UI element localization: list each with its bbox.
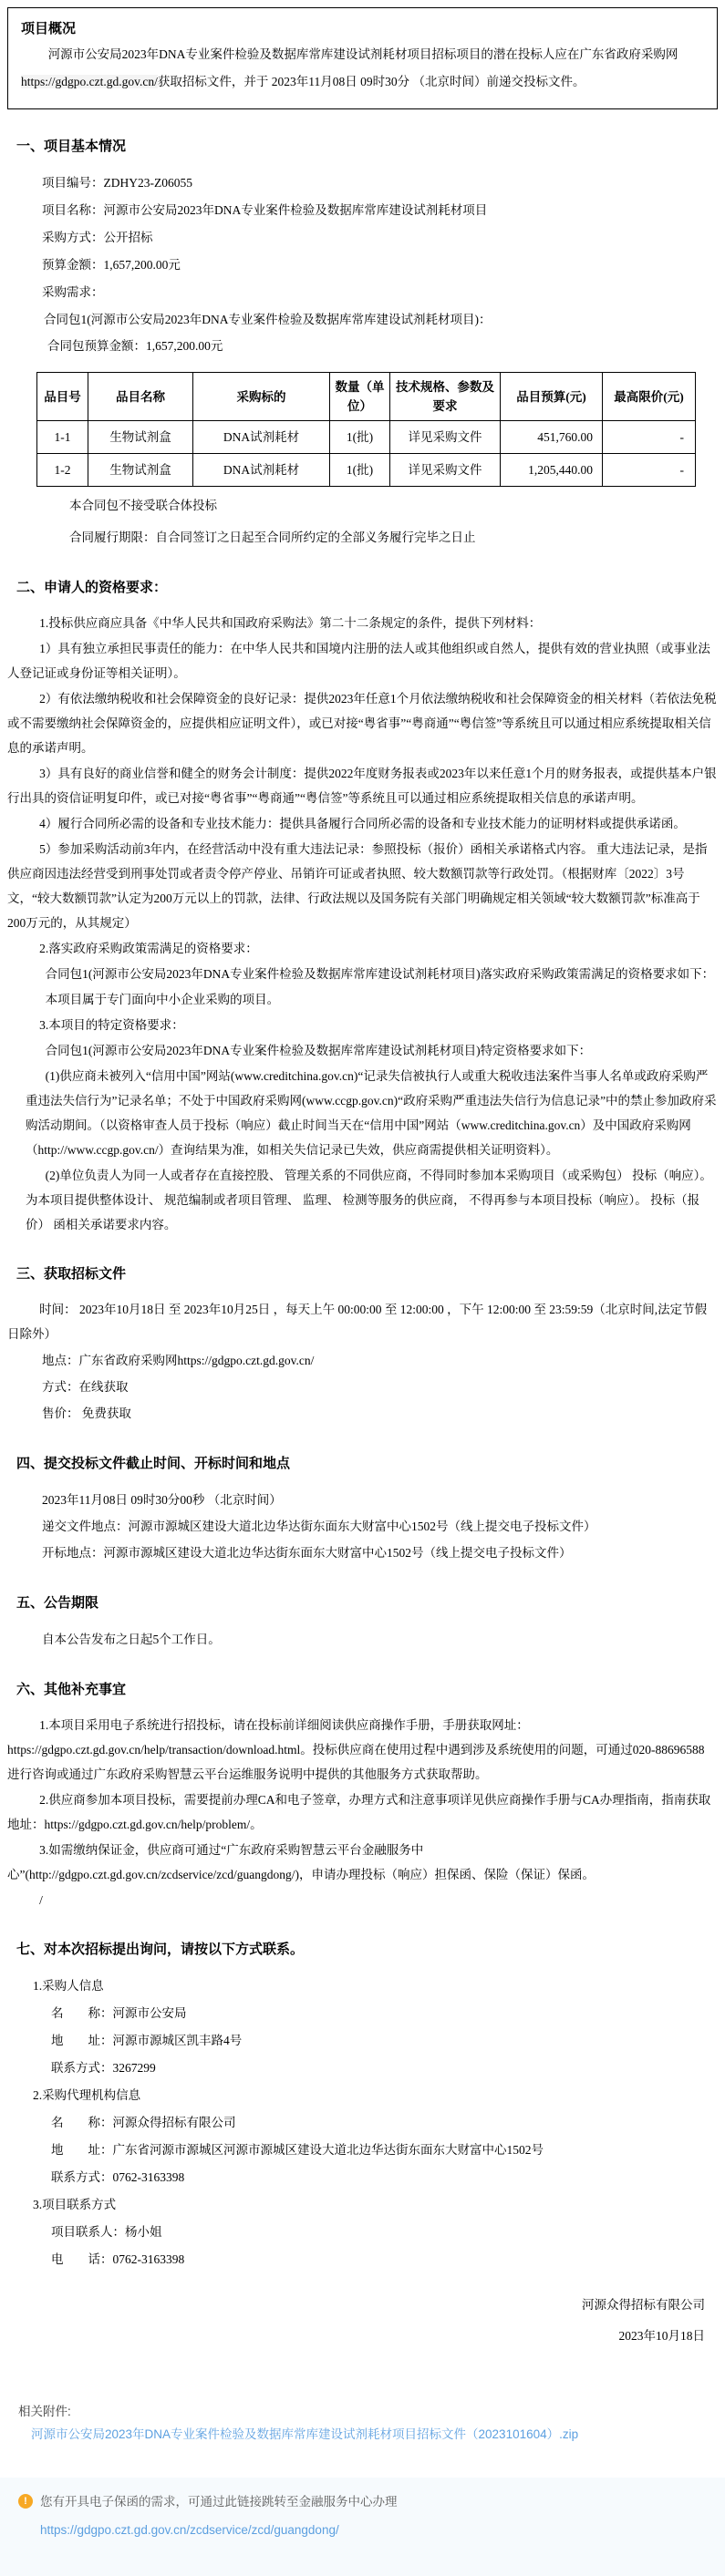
qualification-p2: 1）具有独立承担民事责任的能力：在中华人民共和国境内注册的法人或其他组织或自然人，提供有效的营业执照（或事业法人登记证或身份证等相关证明）。 bbox=[7, 642, 710, 680]
cell-item-no: 1-1 bbox=[37, 421, 88, 454]
qualification-p6: 5）参加采购活动前3年内，在经营活动中没有重大违法记录：参照投标（报价）函相关承诺格式内容。 重大违法记录，是指供应商因违法经营受到刑事处罚或者责令停产停业、吊销许可证或者执照、较大数额罚款等行政处罚。（根据财库〔2022〕3号文，“较大数额罚款”认定为200万元以上的罚款，法律、行政法规以及国务院有关部门明确规定相关领域“较大数额罚款”标准高于200万元的，从其规定） bbox=[7, 842, 708, 930]
cell-quantity: 1(批) bbox=[330, 421, 390, 454]
section6-heading: 六、其他补充事宜 bbox=[16, 1683, 127, 1697]
announcement-period-line: 自本公告发布之日起5个工作日。 bbox=[42, 1633, 221, 1646]
project-overview-box bbox=[7, 7, 718, 109]
policy-requirement-p1: 合同包1(河源市公安局2023年DNA专业案件检验及数据库常库建设试剂耗材项目)落实政府采购政策需满足的资格要求如下： bbox=[45, 967, 715, 981]
cell-item-no: 1-2 bbox=[37, 454, 88, 487]
overview-text-1: 河源市公安局2023年DNA专业案件检验及数据库常库建设试剂耗材项目招标项目的潜在投标人应在广东省政府采购网 bbox=[47, 47, 678, 61]
section5-heading: 五、公告期限 bbox=[16, 1596, 99, 1611]
agency-contact-line: 联系方式：0762-3163398 bbox=[51, 2170, 185, 2184]
contract-package-budget: 合同包预算金额：1,657,200.00元 bbox=[47, 339, 223, 353]
specific-requirement-p2: (1)供应商未被列入“信用中国”网站(www.creditchina.gov.cn)“记录失信被执行人或重大税收违法案件当事人名单或政府采购严重违法失信行为”记录名单；不处于中国政府采购网(www.ccgp.gov.cn)“政府采购严重违法失信行为信息记录”中的禁止参加政府采购活动期间。（以资格审查人员于投标（响应）截止时间当天在“信用中国”网站（www.creditchina.gov.cn）及中国政府采购网（http://www.ccgp.gov.cn/）查询结果为准，如相关失信记录已失效，供应商需提供相关证明资料）。 bbox=[26, 1069, 717, 1157]
cell-spec: 详见采购文件 bbox=[390, 454, 501, 487]
supplement-p3: 3.如需缴纳保证金，供应商可通过“广东政府采购智慧云平台金融服务中心”(http://gdgpo.czt.gd.gov.cn/zcdservice/zcd/guangdong/)，申请办理投标（响应）担保函、保险（保证）保函。 bbox=[7, 1843, 596, 1881]
items-table bbox=[36, 372, 696, 487]
cell-item-budget: 451,760.00 bbox=[501, 421, 603, 454]
col-item-budget: 品目预算(元) bbox=[501, 373, 603, 421]
items-table-header-row bbox=[37, 373, 696, 421]
cell-target: DNA试剂耗材 bbox=[193, 454, 330, 487]
section2-heading: 二、申请人的资格要求： bbox=[16, 581, 168, 595]
col-spec: 技术规格、参数及要求 bbox=[390, 373, 501, 421]
specific-requirement-p3: (2)单位负责人为同一人或者存在直接控股、 管理关系的不同供应商，不得同时参加本采购项目（或采购包） 投标（响应）。 为本项目提供整体设计、 规范编制或者项目管理、 监理、 检测等服务的供应商， 不得再参与本项目投标（响应）。 投标（报价） 函相关承诺要求内容。 bbox=[26, 1169, 712, 1231]
col-target: 采购标的 bbox=[193, 373, 330, 421]
buyer-contact-line: 联系方式：3267299 bbox=[51, 2061, 156, 2075]
cell-target: DNA试剂耗材 bbox=[193, 421, 330, 454]
table-row-2 bbox=[37, 454, 696, 487]
qualification-p1: 1.投标供应商应具备《中华人民共和国政府采购法》第二十二条规定的条件，提供下列材料： bbox=[39, 616, 542, 630]
cell-price-cap: - bbox=[603, 454, 696, 487]
policy-requirement-p2: 本项目属于专门面向中小企业采购的项目。 bbox=[45, 993, 280, 1006]
section4-heading: 四、提交投标文件截止时间、开标时间和地点 bbox=[16, 1457, 291, 1471]
supplement-p2: 2.供应商参加本项目投标，需要提前办理CA和电子签章，办理方式和注意事项详见供应商操作手册与CA办理指南，指南获取地址：https://gdgpo.czt.gd.gov.cn/help/problem/。 bbox=[7, 1793, 711, 1831]
cell-spec: 详见采购文件 bbox=[390, 421, 501, 454]
procurement-method-line: 采购方式：公开招标 bbox=[42, 231, 153, 244]
signature-company: 河源众得招标有限公司 bbox=[582, 2298, 705, 2312]
open-place-line: 开标地点：河源市源城区建设大道北边华达街东面东大财富中心1502号（线上提交电子投标文件） bbox=[42, 1546, 572, 1560]
col-price-cap: 最高限价(元) bbox=[603, 373, 696, 421]
supplement-p1: 1.本项目采用电子系统进行招投标，请在投标前详细阅读供应商操作手册，手册获取网址：https://gdgpo.czt.gd.gov.cn/help/transaction/download.html。投标供应商在使用过程中遇到涉及系统使用的问题，可通过020-88696588 进行咨询或通过广东政府采购智慧云平台运维服务说明中提供的其他服务方式获取帮助。 bbox=[7, 1718, 705, 1781]
specific-requirement-title: 3.本项目的特定资格要求： bbox=[39, 1018, 184, 1032]
attachments-section bbox=[7, 2401, 718, 2447]
overview-title: 项目概况 bbox=[21, 22, 77, 36]
project-number-line: 项目编号：ZDHY23-Z06055 bbox=[42, 176, 192, 190]
qualification-p3: 2）有依法缴纳税收和社会保障资金的良好记录：提供2023年任意1个月依法缴纳税收和社会保障资金的相关材料（若依法免税或不需要缴纳社会保障资金的，应提供相应证明文件），或已对接“粤省事”“粤商通”“粤信签”等系统且可以通过相应系统提取相关信息的承诺声明。 bbox=[7, 692, 717, 755]
signature-date: 2023年10月18日 bbox=[618, 2329, 705, 2343]
contract-package-line: 合同包1(河源市公安局2023年DNA专业案件检验及数据库常库建设试剂耗材项目)： bbox=[44, 313, 492, 326]
buyer-address-line: 地 址：河源市源城区凯丰路4号 bbox=[51, 2034, 243, 2047]
section7-heading: 七、对本次招标提出询问，请按以下方式联系。 bbox=[16, 1942, 305, 1957]
project-contact-person-line: 项目联系人：杨小姐 bbox=[51, 2225, 162, 2239]
col-quantity: 数量（单位） bbox=[330, 373, 390, 421]
agency-address-line: 地 址：广东省河源市源城区河源市源城区建设大道北边华达街东面东大财富中心1502号 bbox=[51, 2143, 544, 2157]
project-name-line: 项目名称：河源市公安局2023年DNA专业案件检验及数据库常库建设试剂耗材项目 bbox=[42, 203, 488, 217]
col-item-no: 品目号 bbox=[37, 373, 88, 421]
submit-place-line: 递交文件地点：河源市源城区建设大道北边华达街东面东大财富中心1502号（线上提交电子投标文件） bbox=[42, 1520, 596, 1533]
doc-method-line: 方式：在线获取 bbox=[42, 1380, 129, 1394]
contract-term-note: 合同履行期限：自合同签订之日起至合同所约定的全部义务履行完毕之日止 bbox=[69, 531, 476, 544]
guarantee-notice-link[interactable]: https://gdgpo.czt.gd.gov.cn/zcdservice/zcd/guangdong/ bbox=[40, 2523, 339, 2537]
guarantee-notice bbox=[0, 2478, 725, 2576]
agency-info-title: 2.采购代理机构信息 bbox=[33, 2088, 141, 2102]
overview-text-2: 获取招标文件，并于 2023年11月08日 09时30分 （北京时间）前递交投标文件。 bbox=[157, 75, 585, 88]
deadline-line: 2023年11月08日 09时30分00秒 （北京时间） bbox=[42, 1493, 282, 1507]
attachments-label: 相关附件: bbox=[18, 2405, 71, 2418]
buyer-name-line: 名 称：河源市公安局 bbox=[51, 2006, 187, 2020]
project-contact-title: 3.项目联系方式 bbox=[33, 2198, 117, 2211]
budget-line: 预算金额：1,657,200.00元 bbox=[42, 258, 181, 272]
cell-item-budget: 1,205,440.00 bbox=[501, 454, 603, 487]
doc-time-line: 时间： 2023年10月18日 至 2023年10月25日 ，每天上午 00:00:00 至 12:00:00 ，下午 12:00:00 至 23:59:59（北京时间,法定节假日除外） bbox=[7, 1303, 708, 1341]
supplement-p4: / bbox=[39, 1893, 43, 1907]
warning-icon: ! bbox=[18, 2494, 33, 2509]
project-contact-phone-line: 电 话：0762-3163398 bbox=[51, 2252, 185, 2266]
section1-heading: 一、项目基本情况 bbox=[16, 139, 127, 154]
cell-quantity: 1(批) bbox=[330, 454, 390, 487]
overview-body bbox=[21, 41, 704, 96]
no-consortium-note: 本合同包不接受联合体投标 bbox=[69, 499, 217, 512]
qualification-p5: 4）履行合同所必需的设备和专业技术能力：提供具备履行合同所必需的设备和专业技术能力的证明材料或提供承诺函。 bbox=[39, 817, 686, 830]
col-item-name: 品目名称 bbox=[88, 373, 193, 421]
buyer-info-title: 1.采购人信息 bbox=[33, 1979, 104, 1993]
attachment-file-link[interactable]: 河源市公安局2023年DNA专业案件检验及数据库常库建设试剂耗材项目招标文件（2023101604）.zip bbox=[31, 2427, 579, 2441]
signature-block bbox=[7, 2290, 718, 2352]
table-row-1 bbox=[37, 421, 696, 454]
qualification-p4: 3）具有良好的商业信誉和健全的财务会计制度：提供2022年度财务报表或2023年以来任意1个月的财务报表，或提供基本户银行出具的资信证明复印件，或已对接“粤省事”“粤商通”“粤信签”等系统且可以通过相应系统提取相关信息的承诺声明。 bbox=[7, 767, 717, 805]
section3-heading: 三、获取招标文件 bbox=[16, 1267, 127, 1282]
agency-name-line: 名 称：河源众得招标有限公司 bbox=[51, 2116, 236, 2129]
doc-price-line: 售价： 免费获取 bbox=[42, 1406, 131, 1420]
specific-requirement-p1: 合同包1(河源市公安局2023年DNA专业案件检验及数据库常库建设试剂耗材项目)特定资格要求如下： bbox=[45, 1044, 592, 1057]
demand-label: 采购需求： bbox=[42, 285, 104, 299]
procurement-site-url: https://gdgpo.czt.gd.gov.cn/ bbox=[21, 75, 158, 88]
cell-item-name: 生物试剂盒 bbox=[88, 454, 193, 487]
guarantee-notice-text: 您有开具电子保函的需求，可通过此链接跳转至金融服务中心办理 bbox=[40, 2495, 398, 2509]
cell-item-name: 生物试剂盒 bbox=[88, 421, 193, 454]
policy-requirement-title: 2.落实政府采购政策需满足的资格要求： bbox=[39, 942, 258, 955]
doc-place-line: 地点：广东省政府采购网https://gdgpo.czt.gd.gov.cn/ bbox=[42, 1354, 315, 1367]
cell-price-cap: - bbox=[603, 421, 696, 454]
